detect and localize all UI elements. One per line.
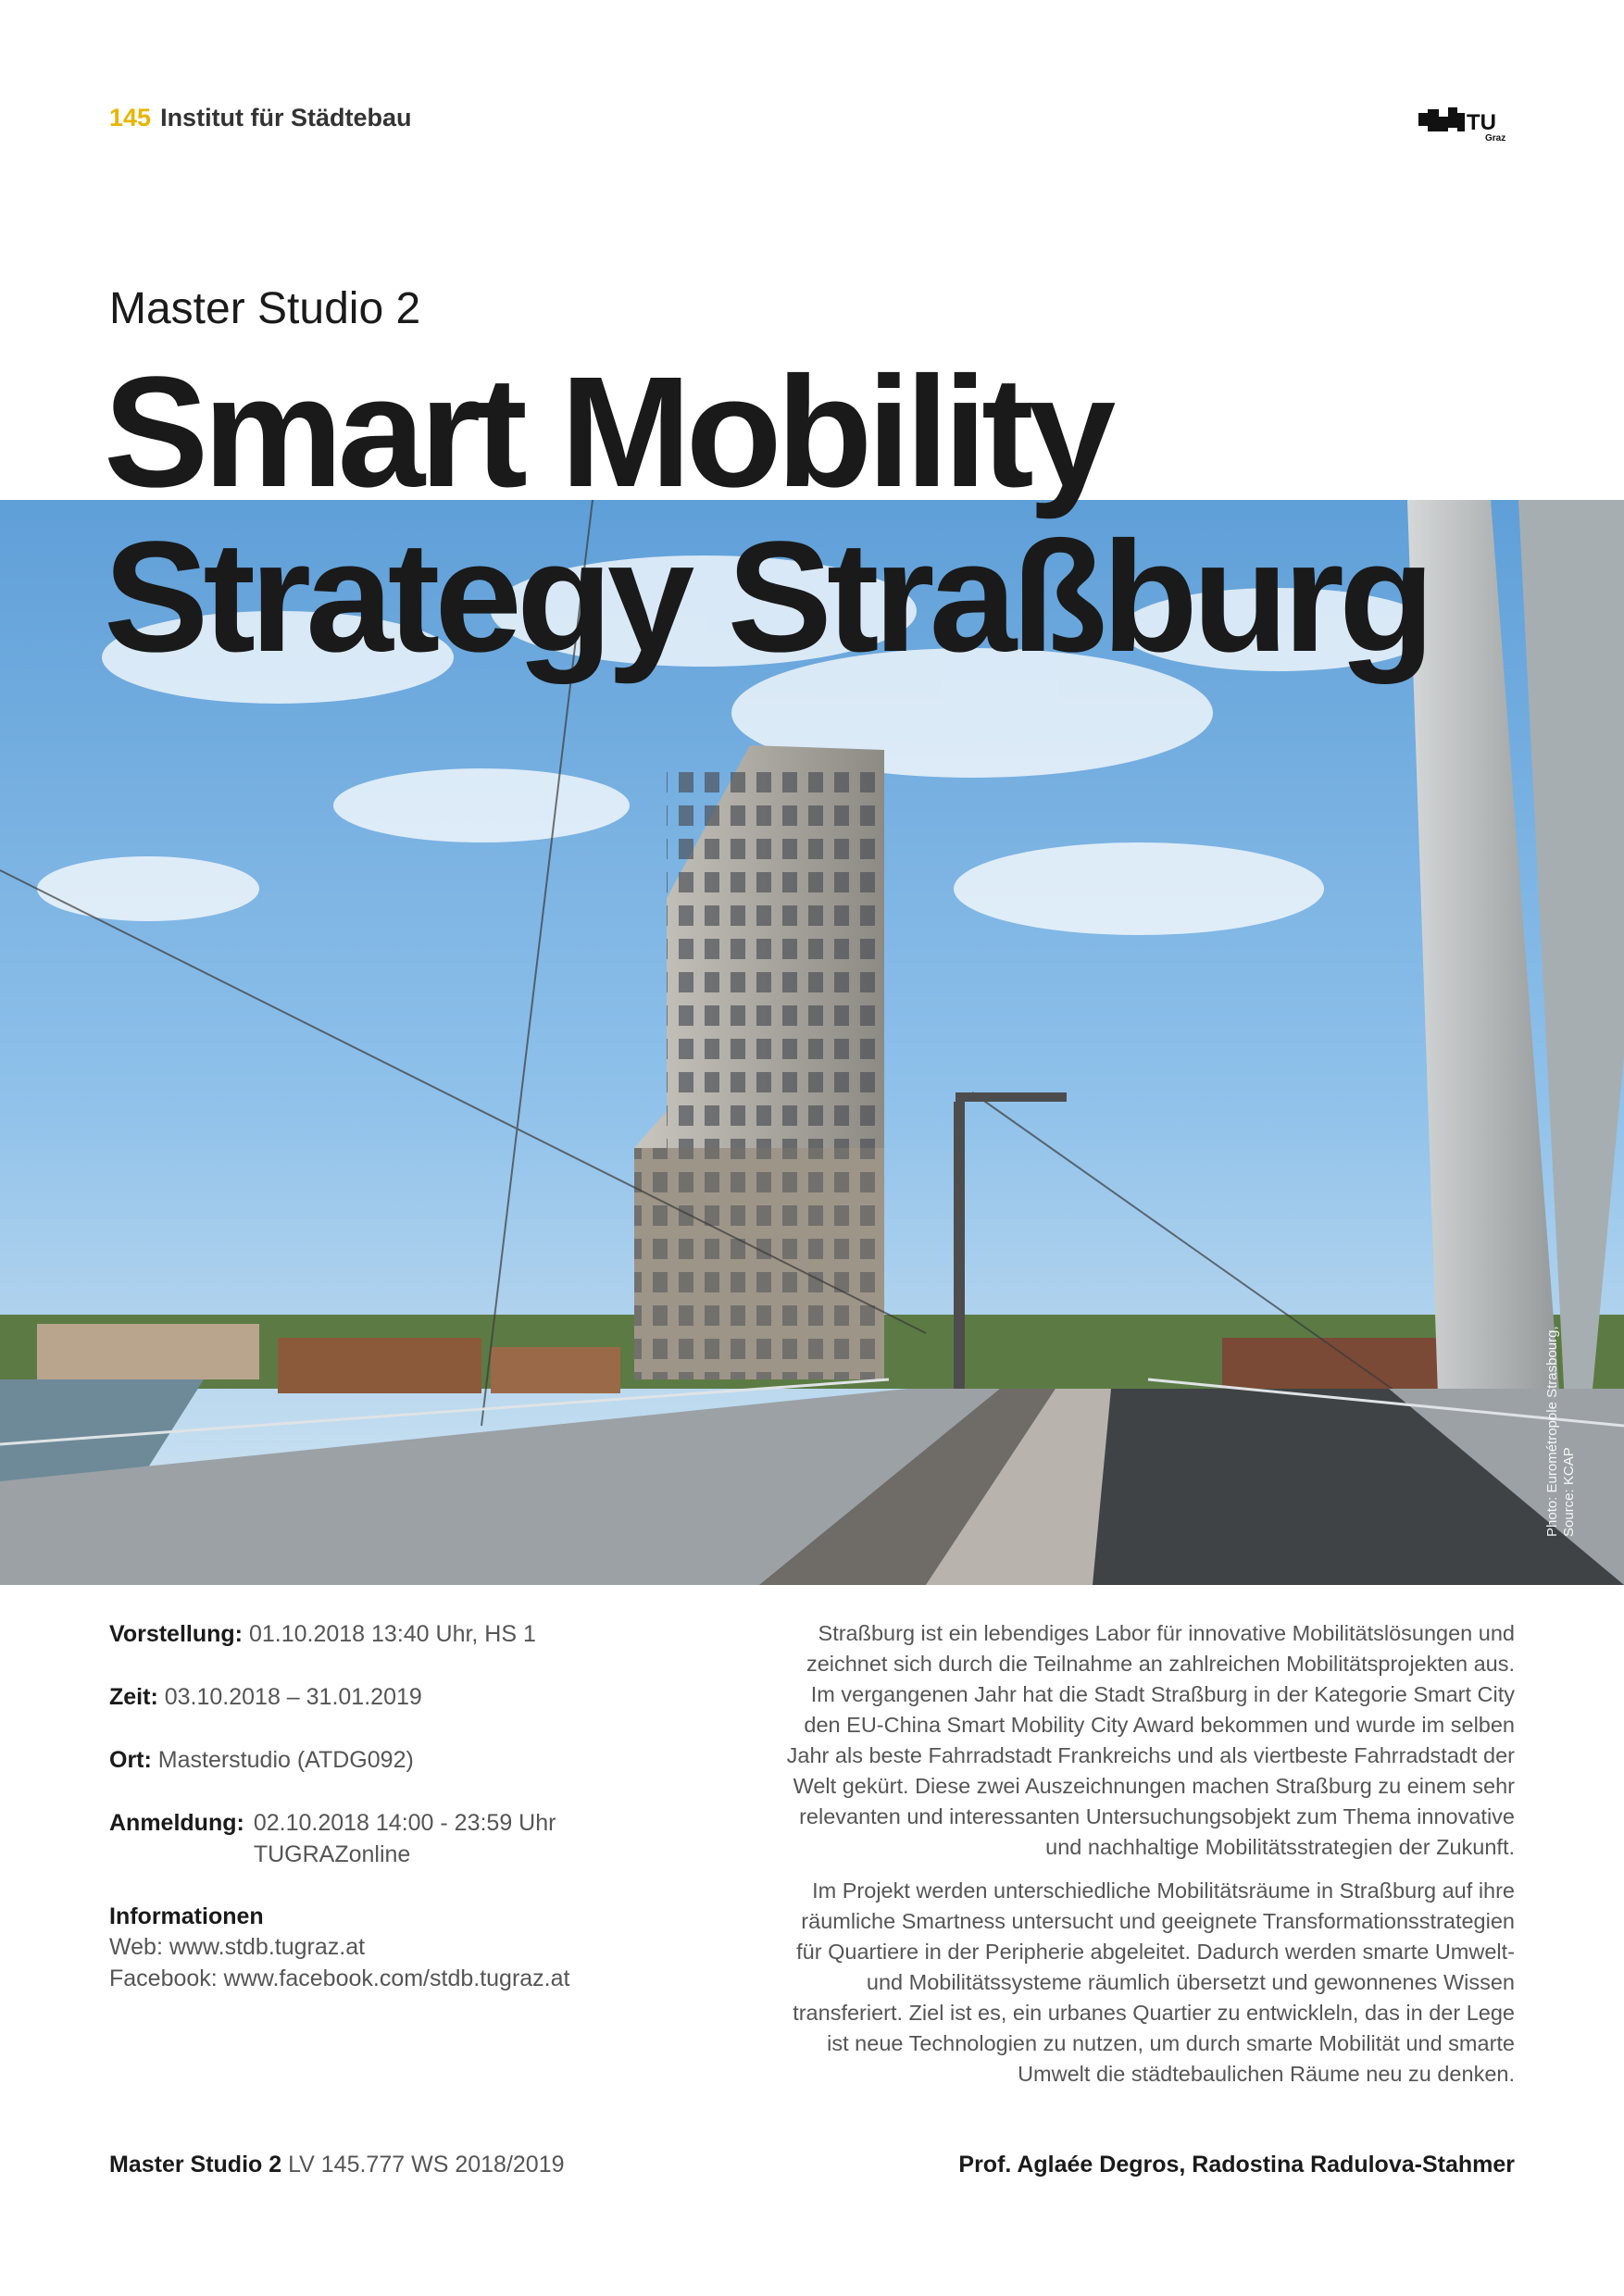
p1-line: Welt gekürt. Diese zwei Auszeichnungen machen Straßburg zu einem sehr: [793, 1774, 1515, 1798]
page-title: [104, 344, 1430, 685]
p2-line: Im Projekt werden unterschiedliche Mobilitätsräume in Straßburg auf ihre: [812, 1878, 1515, 1903]
p2-line: räumliche Smartness untersucht und geeignete Transformationsstrategien: [801, 1909, 1515, 1933]
p2-line: transferiert. Ziel ist es, ein urbanes Quartier zu entwickleln, das in der Lege: [793, 2001, 1515, 2025]
description-paragraph-1: [750, 1618, 1515, 1863]
footer-authors: Prof. Aglaée Degros, Radostina Radulova-Stahmer: [958, 2152, 1515, 2177]
info-ort: [109, 1744, 665, 1776]
footer-course: [109, 2152, 565, 2178]
p1-line: Straßburg ist ein lebendiges Labor für innovative Mobilitätslösungen und: [818, 1621, 1515, 1645]
page-header: [109, 104, 412, 132]
institute-name: Institut für Städtebau: [160, 104, 412, 131]
informationen-label: Informationen: [109, 1903, 264, 1929]
logo-graz-text: Graz: [1485, 133, 1506, 143]
photo-credit-line1: Photo: Eurométropole Strasbourg,: [1544, 1326, 1560, 1537]
page-number: 145: [109, 104, 152, 131]
course-info: [109, 1618, 665, 1994]
p2-line: für Quartiere in der Peripherie abgeleitet. Dadurch werden smarte Umwelt-: [796, 1940, 1515, 1964]
zeit-value: 03.10.2018 – 31.01.2019: [164, 1684, 422, 1710]
ort-label: Ort:: [109, 1747, 152, 1773]
info-informationen: [109, 1902, 665, 1994]
photo-credit: [1544, 1326, 1578, 1537]
p1-line: und nachhaltige Mobilitätsstrategien der Zukunft.: [1045, 1835, 1515, 1859]
p1-line: relevanten und interessanten Untersuchungsobjekt zum Thema innovative: [799, 1804, 1515, 1828]
info-anmeldung: [109, 1807, 665, 1870]
logo-tu-text: TU: [1467, 110, 1496, 135]
footer-studio: Master Studio 2: [109, 2152, 282, 2177]
p1-line: den EU-China Smart Mobility City Award bekommen und wurde im selben: [804, 1713, 1515, 1737]
title-line-2: Strategy Straßburg: [104, 509, 1430, 685]
vorstellung-value: 01.10.2018 13:40 Uhr, HS 1: [248, 1621, 536, 1647]
description: [750, 1618, 1515, 2103]
zeit-label: Zeit:: [109, 1684, 158, 1710]
title-line-1: Smart Mobility: [104, 344, 1111, 520]
description-paragraph-2: [750, 1876, 1515, 2090]
p1-line: Im vergangenen Jahr hat die Stadt Straßburg in der Kategorie Smart City: [810, 1682, 1515, 1706]
p2-line: Umwelt die städtebaulichen Räume neu zu denken.: [1018, 2062, 1515, 2086]
footer-lv: LV 145.777: [288, 2152, 406, 2177]
tu-graz-logo: [1418, 107, 1517, 143]
info-vorstellung: [109, 1618, 665, 1650]
anmeldung-label: Anmeldung:: [109, 1810, 244, 1836]
studio-label: Master Studio 2: [109, 284, 421, 333]
anmeldung-value-2: TUGRAZonline: [253, 1841, 411, 1867]
web-link[interactable]: Web: www.stdb.tugraz.at: [109, 1934, 366, 1960]
info-zeit: [109, 1681, 665, 1713]
p1-line: Jahr als beste Fahrradstadt Frankreichs und als viertbeste Fahrradstadt der: [786, 1743, 1515, 1767]
anmeldung-value-1: 02.10.2018 14:00 - 23:59 Uhr: [253, 1810, 556, 1836]
p1-line: zeichnet sich durch die Teilnahme an zahlreichen Mobilitätsprojekten aus.: [806, 1652, 1515, 1676]
footer-semester: WS 2018/2019: [411, 2152, 565, 2177]
ort-value: Masterstudio (ATDG092): [157, 1747, 414, 1773]
photo-credit-line2: Source: KCAP: [1561, 1447, 1577, 1537]
vorstellung-label: Vorstellung:: [109, 1621, 243, 1647]
p2-line: und Mobilitätssysteme räumlich übersetzt und gewonnenes Wissen: [866, 1970, 1515, 1994]
facebook-link[interactable]: Facebook: www.facebook.com/stdb.tugraz.at: [109, 1965, 570, 1991]
p2-line: ist neue Technologien zu nutzen, um durch smarte Mobilität und smarte: [827, 2031, 1515, 2055]
